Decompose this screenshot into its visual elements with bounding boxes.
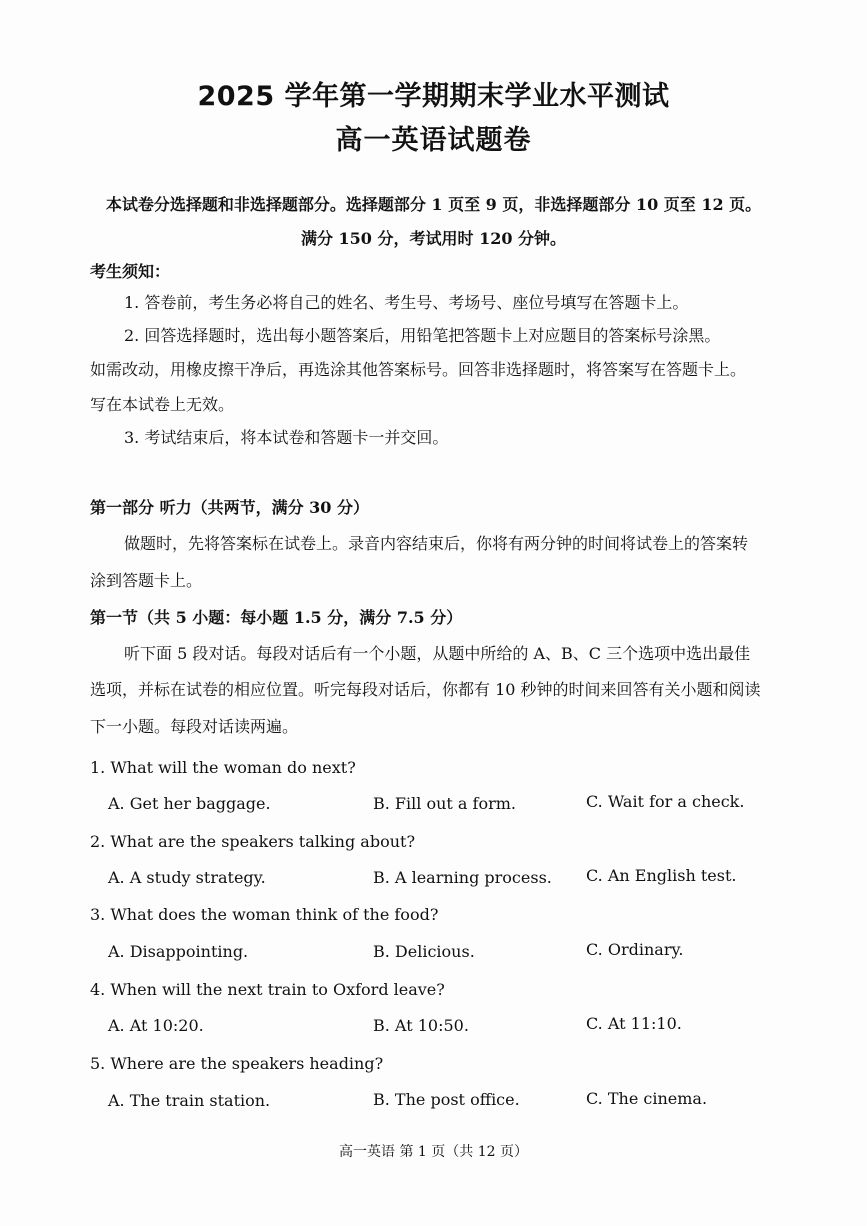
part1-instruction-line-1: 做题时，先将答案标在试卷上。录音内容结束后，你将有两分钟的时间将试卷上的答案转 — [124, 534, 749, 553]
option-c: C. Ordinary. — [586, 940, 684, 959]
notice-item-1: 1. 答卷前，考生务必将自己的姓名、考生号、考场号、座位号填写在答题卡上。 — [124, 293, 689, 312]
option-a: A. The train station. — [108, 1091, 271, 1110]
option-c: C. Wait for a check. — [586, 792, 745, 811]
question-stem: 3. What does the woman think of the food? — [90, 905, 439, 924]
notice-item-2-line-2: 如需改动，用橡皮擦干净后，再选涂其他答案标号。回答非选择题时，将答案写在答题卡上。 — [90, 360, 747, 379]
section1-instruction-line-3: 下一小题。每段对话读两遍。 — [90, 717, 299, 736]
exam-title: 2025 学年第一学期期末学业水平测试 — [197, 81, 670, 112]
page-footer: 高一英语 第 1 页（共 12 页） — [339, 1144, 528, 1160]
section1-instruction-line-1: 听下面 5 段对话。每段对话后有一个小题，从题中所给的 A、B、C 三个选项中选出最佳 — [124, 644, 751, 663]
option-b: B. Fill out a form. — [373, 794, 517, 813]
option-c: C. The cinema. — [586, 1089, 708, 1108]
question-stem: 5. Where are the speakers heading? — [90, 1054, 384, 1073]
option-a: A. At 10:20. — [108, 1016, 204, 1035]
exam-subtitle: 高一英语试题卷 — [335, 125, 532, 156]
part1-instruction-line-2: 涂到答题卡上。 — [90, 571, 203, 590]
option-a: A. A study strategy. — [108, 868, 266, 887]
option-c: C. An English test. — [586, 866, 737, 885]
option-a: A. Get her baggage. — [108, 794, 271, 813]
question-stem: 4. When will the next train to Oxford leave? — [90, 980, 445, 999]
option-b: B. At 10:50. — [373, 1016, 469, 1035]
option-b: B. Delicious. — [373, 942, 475, 961]
notice-item-3: 3. 考试结束后，将本试卷和答题卡一并交回。 — [124, 428, 449, 447]
question-stem: 2. What are the speakers talking about? — [90, 832, 416, 851]
notice-item-2-line-1: 2. 回答选择题时，选出每小题答案后，用铅笔把答题卡上对应题目的答案标号涂黑。 — [124, 326, 721, 345]
option-a: A. Disappointing. — [108, 942, 249, 961]
part1-heading: 第一部分 听力（共两节，满分 30 分） — [90, 498, 369, 517]
option-c: C. At 11:10. — [586, 1014, 682, 1033]
intro-line-1: 本试卷分选择题和非选择题部分。选择题部分 1 页至 9 页，非选择题部分 10 页至 12 页。 — [105, 195, 762, 214]
question-stem: 1. What will the woman do next? — [90, 758, 356, 777]
notice-heading: 考生须知： — [90, 262, 171, 281]
option-b: B. The post office. — [373, 1090, 520, 1109]
section1-instruction-line-2: 选项，并标在试卷的相应位置。听完每段对话后，你都有 10 秒钟的时间来回答有关小题和阅读 — [90, 680, 761, 699]
intro-line-2: 满分 150 分，考试用时 120 分钟。 — [300, 229, 567, 248]
section1-heading: 第一节（共 5 小题：每小题 1.5 分，满分 7.5 分） — [90, 608, 463, 627]
notice-item-2-line-3: 写在本试卷上无效。 — [90, 395, 235, 414]
option-b: B. A learning process. — [373, 868, 552, 887]
